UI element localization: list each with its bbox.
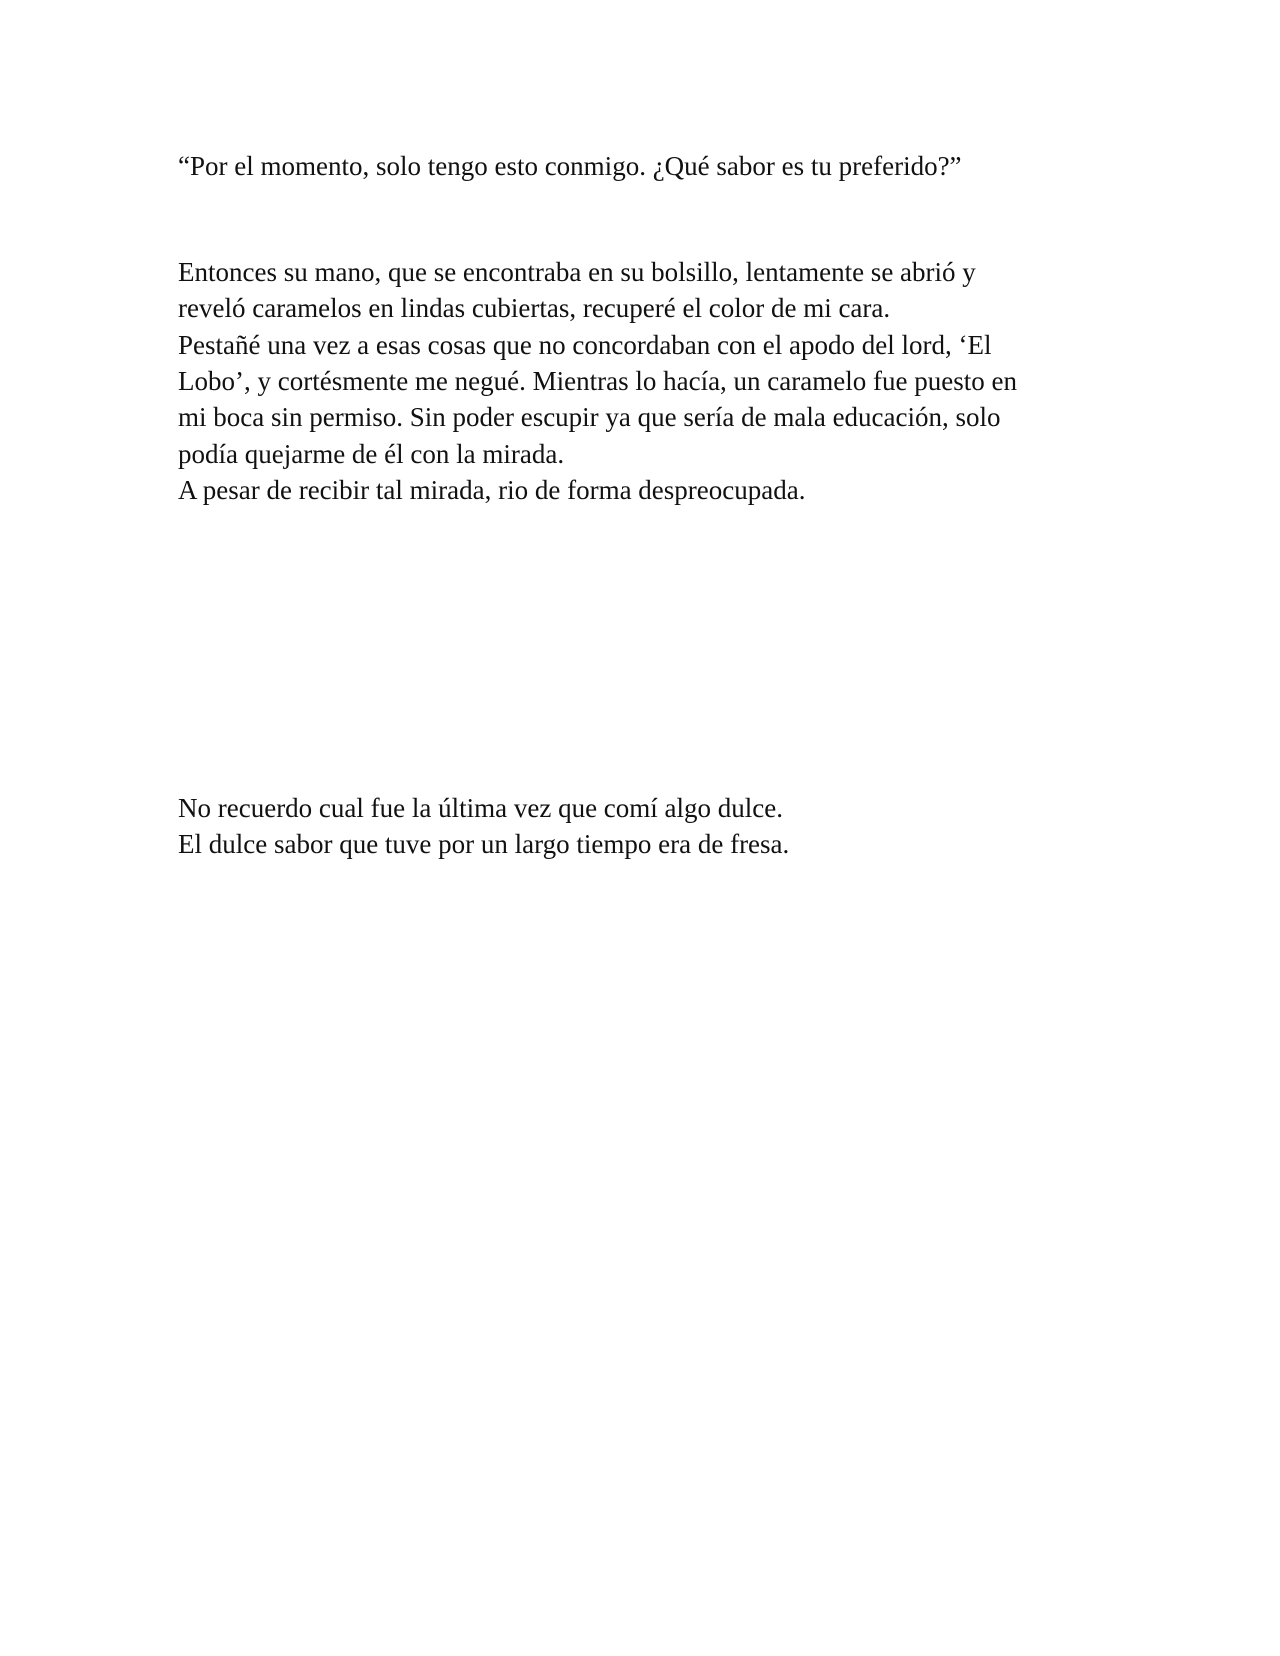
- text-line: A pesar de recibir tal mirada, rio de forma despreocupada.: [178, 475, 806, 505]
- text-line: Lobo’, y cortésmente me negué. Mientras lo hacía, un caramelo fue puesto en: [178, 366, 1017, 396]
- text-line: reveló caramelos en lindas cubiertas, recuperé el color de mi cara.: [178, 293, 891, 323]
- text-line: Pestañé una vez a esas cosas que no concordaban con el apodo del lord, ‘El: [178, 330, 992, 360]
- text-line: podía quejarme de él con la mirada.: [178, 439, 565, 469]
- text-line: mi boca sin permiso. Sin poder escupir ya que sería de mala educación, solo: [178, 402, 1001, 432]
- dialogue-line: “Por el momento, solo tengo esto conmigo. ¿Qué sabor es tu preferido?”: [178, 151, 962, 181]
- text-line: El dulce sabor que tuve por un largo tiempo era de fresa.: [178, 829, 790, 859]
- text-line: Entonces su mano, que se encontraba en su bolsillo, lentamente se abrió y: [178, 257, 976, 287]
- text-line: No recuerdo cual fue la última vez que comí algo dulce.: [178, 793, 783, 823]
